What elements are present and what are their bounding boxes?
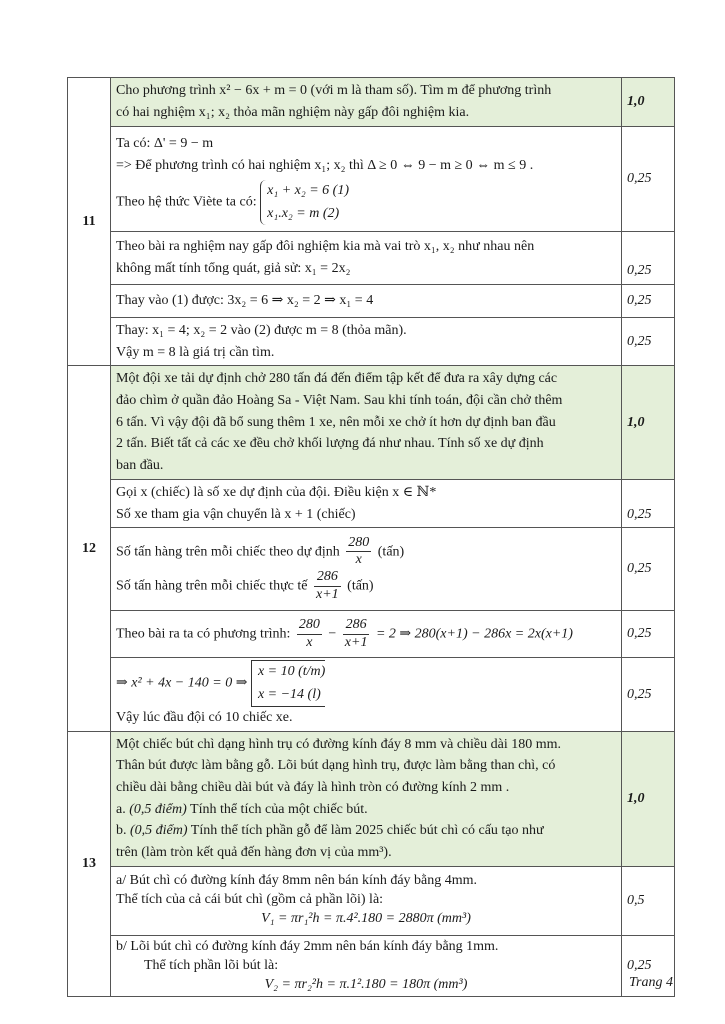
q13-solution-b-score: 0,25 (622, 935, 675, 997)
solution-cases: x = 10 (t/m) x = −14 (l) (251, 660, 325, 707)
viete-system: x₁ + x₂ = 6 (1) x₁.x₂ = m (2) (260, 180, 349, 225)
volume-formula-b: V₂ = πr₂²h = π.1².180 = 180π (mm³) (264, 976, 468, 992)
q13-prompt-score: 1,0 (622, 731, 675, 866)
q11-step-3: Thay vào (1) được: 3x₂ = 6 ⇒ x₂ = 2 ⇒ x₁ = 4 0,25 (68, 285, 675, 318)
page-number: Trang 4 (629, 975, 673, 990)
q12-step-1: Gọi x (chiếc) là số xe dự định của đội. Điều kiện x ∈ ℕ* Số xe tham gia vận chuyển là x + 1 (chiếc) 0,25 (68, 479, 675, 527)
q13-solution-a: a/ Bút chì có đường kính đáy 8mm nên bán kính đáy bằng 4mm. Thể tích của cả cái bút chì (gồm cả phần lõi) là: V₁ = πr₁²h = π.4².180 = 2880π (mm³) 0,5 (68, 866, 675, 935)
q12-step-2-score: 0,25 (622, 528, 675, 611)
q12-step-3-score: 0,25 (622, 611, 675, 658)
q11-step-2-score: 0,25 (622, 232, 675, 285)
q11-step-2: Theo bài ra nghiệm nay gấp đôi nghiệm kia mà vai trò x₁, x₂ như nhau nên không mất tính tổng quát, giả sử: x₁ = 2x₂ 0,25 (68, 232, 675, 285)
q12-number: 12 (68, 366, 111, 731)
q13-prompt: Một chiếc bút chì dạng hình trụ có đường kính đáy 8 mm và chiều dài 180 mm. Thân bút được làm bằng gỗ. Lõi bút dạng hình trụ, được làm bằng than chì, có chiều dài bằng chiều dài bút và đáy là hình tròn có đường kính 2 mm . a. (0,5 điểm) Tính thể tích của một chiếc bút. b. (0,5 điểm) Tính thể tích phần gỗ để làm 2025 chiếc bút chì có cấu tạo như trên (làm tròn kết quả đến hàng đơn vị của mm³). (111, 731, 622, 866)
q13-solution-b: b/ Lõi bút chì có đường kính đáy 2mm nên bán kính đáy bằng 1mm. Thể tích phần lõi bút là: V₂ = πr₂²h = π.1².180 = 180π (mm³) 0,25 (68, 935, 675, 997)
q13-solution-a-score: 0,5 (622, 866, 675, 935)
q11-step-1-score: 0,25 (622, 127, 675, 232)
q11-step-1: Ta có: Δ' = 9 − m => Để phương trình có hai nghiệm x₁; x₂ thì Δ ≥ 0 ⇔ 9 − m ≥ 0 ⇔ m ≤ 9 . Theo hệ thức Viète ta có: x₁ + x₂ = 6 (1) x₁.x₂ = m (2) 0,25 (68, 127, 675, 232)
q11-step-3-score: 0,25 (622, 285, 675, 318)
q12-prompt-score: 1,0 (622, 366, 675, 479)
q12-step-3: Theo bài ra ta có phương trình: $\frac{280}{x}$ − $\frac{286}{x+1}$ = 2 ⇒ 280(x+1) − 286x = 2x(x+1) 0,25 (68, 611, 675, 658)
q11-step-4-score: 0,25 (622, 318, 675, 366)
volume-formula-a: V₁ = πr₁²h = π.4².180 = 2880π (mm³) (261, 911, 471, 927)
q12-step-2: Số tấn hàng trên mỗi chiếc theo dự định $\frac{280}{x}$ (tấn) Số tấn hàng trên mỗi chiếc thực tế $\frac{286}{x+1}$ (tấn) 0,25 (68, 528, 675, 611)
q11-prompt-score: 1,0 (622, 78, 675, 127)
q12-step-1-score: 0,25 (622, 479, 675, 527)
fraction-280-x: $\frac{280}{x}$ (348, 534, 370, 568)
q11-prompt: Cho phương trình x² − 6x + m = 0 (với m là tham số). Tìm m để phương trình có hai nghiệm x₁; x₂ thỏa mãn nghiệm này gấp đôi nghiệm kia. (111, 78, 622, 127)
q11-prompt-row (68, 78, 675, 127)
q11-number: 11 (68, 78, 111, 366)
fraction-286-x1: $\frac{286}{x+1}$ (315, 569, 339, 602)
q12-prompt: Một đội xe tải dự định chở 280 tấn đá đến điểm tập kết để đưa ra xây dựng các đảo chìm ở quần đảo Hoàng Sa - Việt Nam. Sau khi tính toán, đội cần chở thêm 6 tấn. Vì vậy đội đã bổ sung thêm 1 xe, nên mỗi xe chở ít hơn dự định ban đầu 2 tấn. Biết tất cả các xe đều chở khối lượng đá như nhau. Tính số xe dự định ban đầu. (111, 366, 622, 479)
answer-table (67, 77, 675, 997)
q12-prompt-row (68, 366, 675, 479)
q13-number: 13 (68, 731, 111, 997)
q12-step-4: ⇒ x² + 4x − 140 = 0 ⇒ x = 10 (t/m) x = −14 (l) Vậy lúc đầu đội có 10 chiếc xe. 0,25 (68, 658, 675, 731)
q13-prompt-row (68, 731, 675, 866)
q12-step-4-score: 0,25 (622, 658, 675, 731)
q11-step-4: Thay: x₁ = 4; x₂ = 2 vào (2) được m = 8 (thỏa mãn). Vậy m = 8 là giá trị cần tìm. 0,25 (68, 318, 675, 366)
